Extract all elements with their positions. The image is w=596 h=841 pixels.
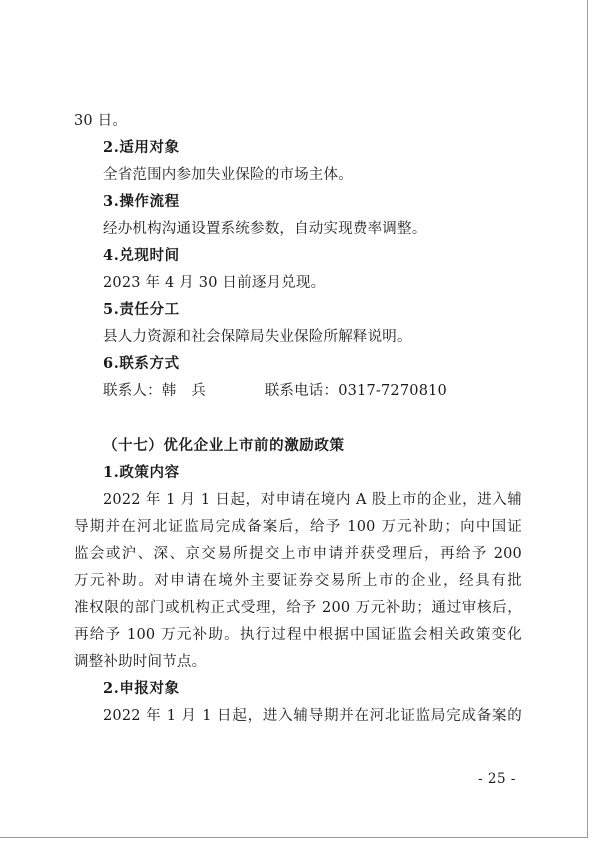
contact-line: 联系人：韩 兵 联系电话：0317-7270810 (103, 383, 447, 399)
text-line: 再给予 100 万元补助。执行过程中根据中国证监会相关政策变化 (74, 627, 522, 643)
text-line: 县人力资源和社会保障局失业保险所解释说明。 (103, 329, 412, 345)
text-line: 调整补助时间节点。 (74, 654, 207, 670)
text-line: 监会或沪、深、京交易所提交上市申请并获受理后，再给予 200 (74, 546, 522, 562)
section-heading: 6.联系方式 (103, 355, 180, 372)
section-heading: 1.政策内容 (103, 464, 180, 481)
section-heading: 2.适用对象 (103, 139, 180, 156)
text-line: 准权限的部门或机构正式受理，给予 200 万元补助；通过审核后， (74, 600, 522, 616)
section-heading: 5.责任分工 (103, 301, 180, 318)
section-heading: 4.兑现时间 (103, 247, 180, 264)
text-line: 导期并在河北证监局完成备案后，给予 100 万元补助；向中国证 (74, 519, 522, 535)
page-number: - 25 - (478, 771, 516, 787)
text-line: 2022 年 1 月 1 日起，进入辅导期并在河北证监局完成备案的 (103, 708, 522, 724)
section-heading: 2.申报对象 (103, 680, 180, 697)
text-line: 30 日。 (74, 113, 128, 129)
text-line: 2022 年 1 月 1 日起，对申请在境内 A 股上市的企业，进入辅 (103, 492, 522, 508)
text-line: 2023 年 4 月 30 日前逐月兑现。 (103, 275, 326, 291)
text-line: 全省范围内参加失业保险的市场主体。 (103, 167, 353, 183)
policy-title: （十七）优化企业上市前的激励政策 (103, 437, 345, 454)
section-heading: 3.操作流程 (103, 193, 180, 210)
text-line: 经办机构沟通设置系统参数，自动实现费率调整。 (103, 221, 427, 237)
text-line: 万元补助。对申请在境外主要证券交易所上市的企业，经具有批 (74, 573, 522, 589)
